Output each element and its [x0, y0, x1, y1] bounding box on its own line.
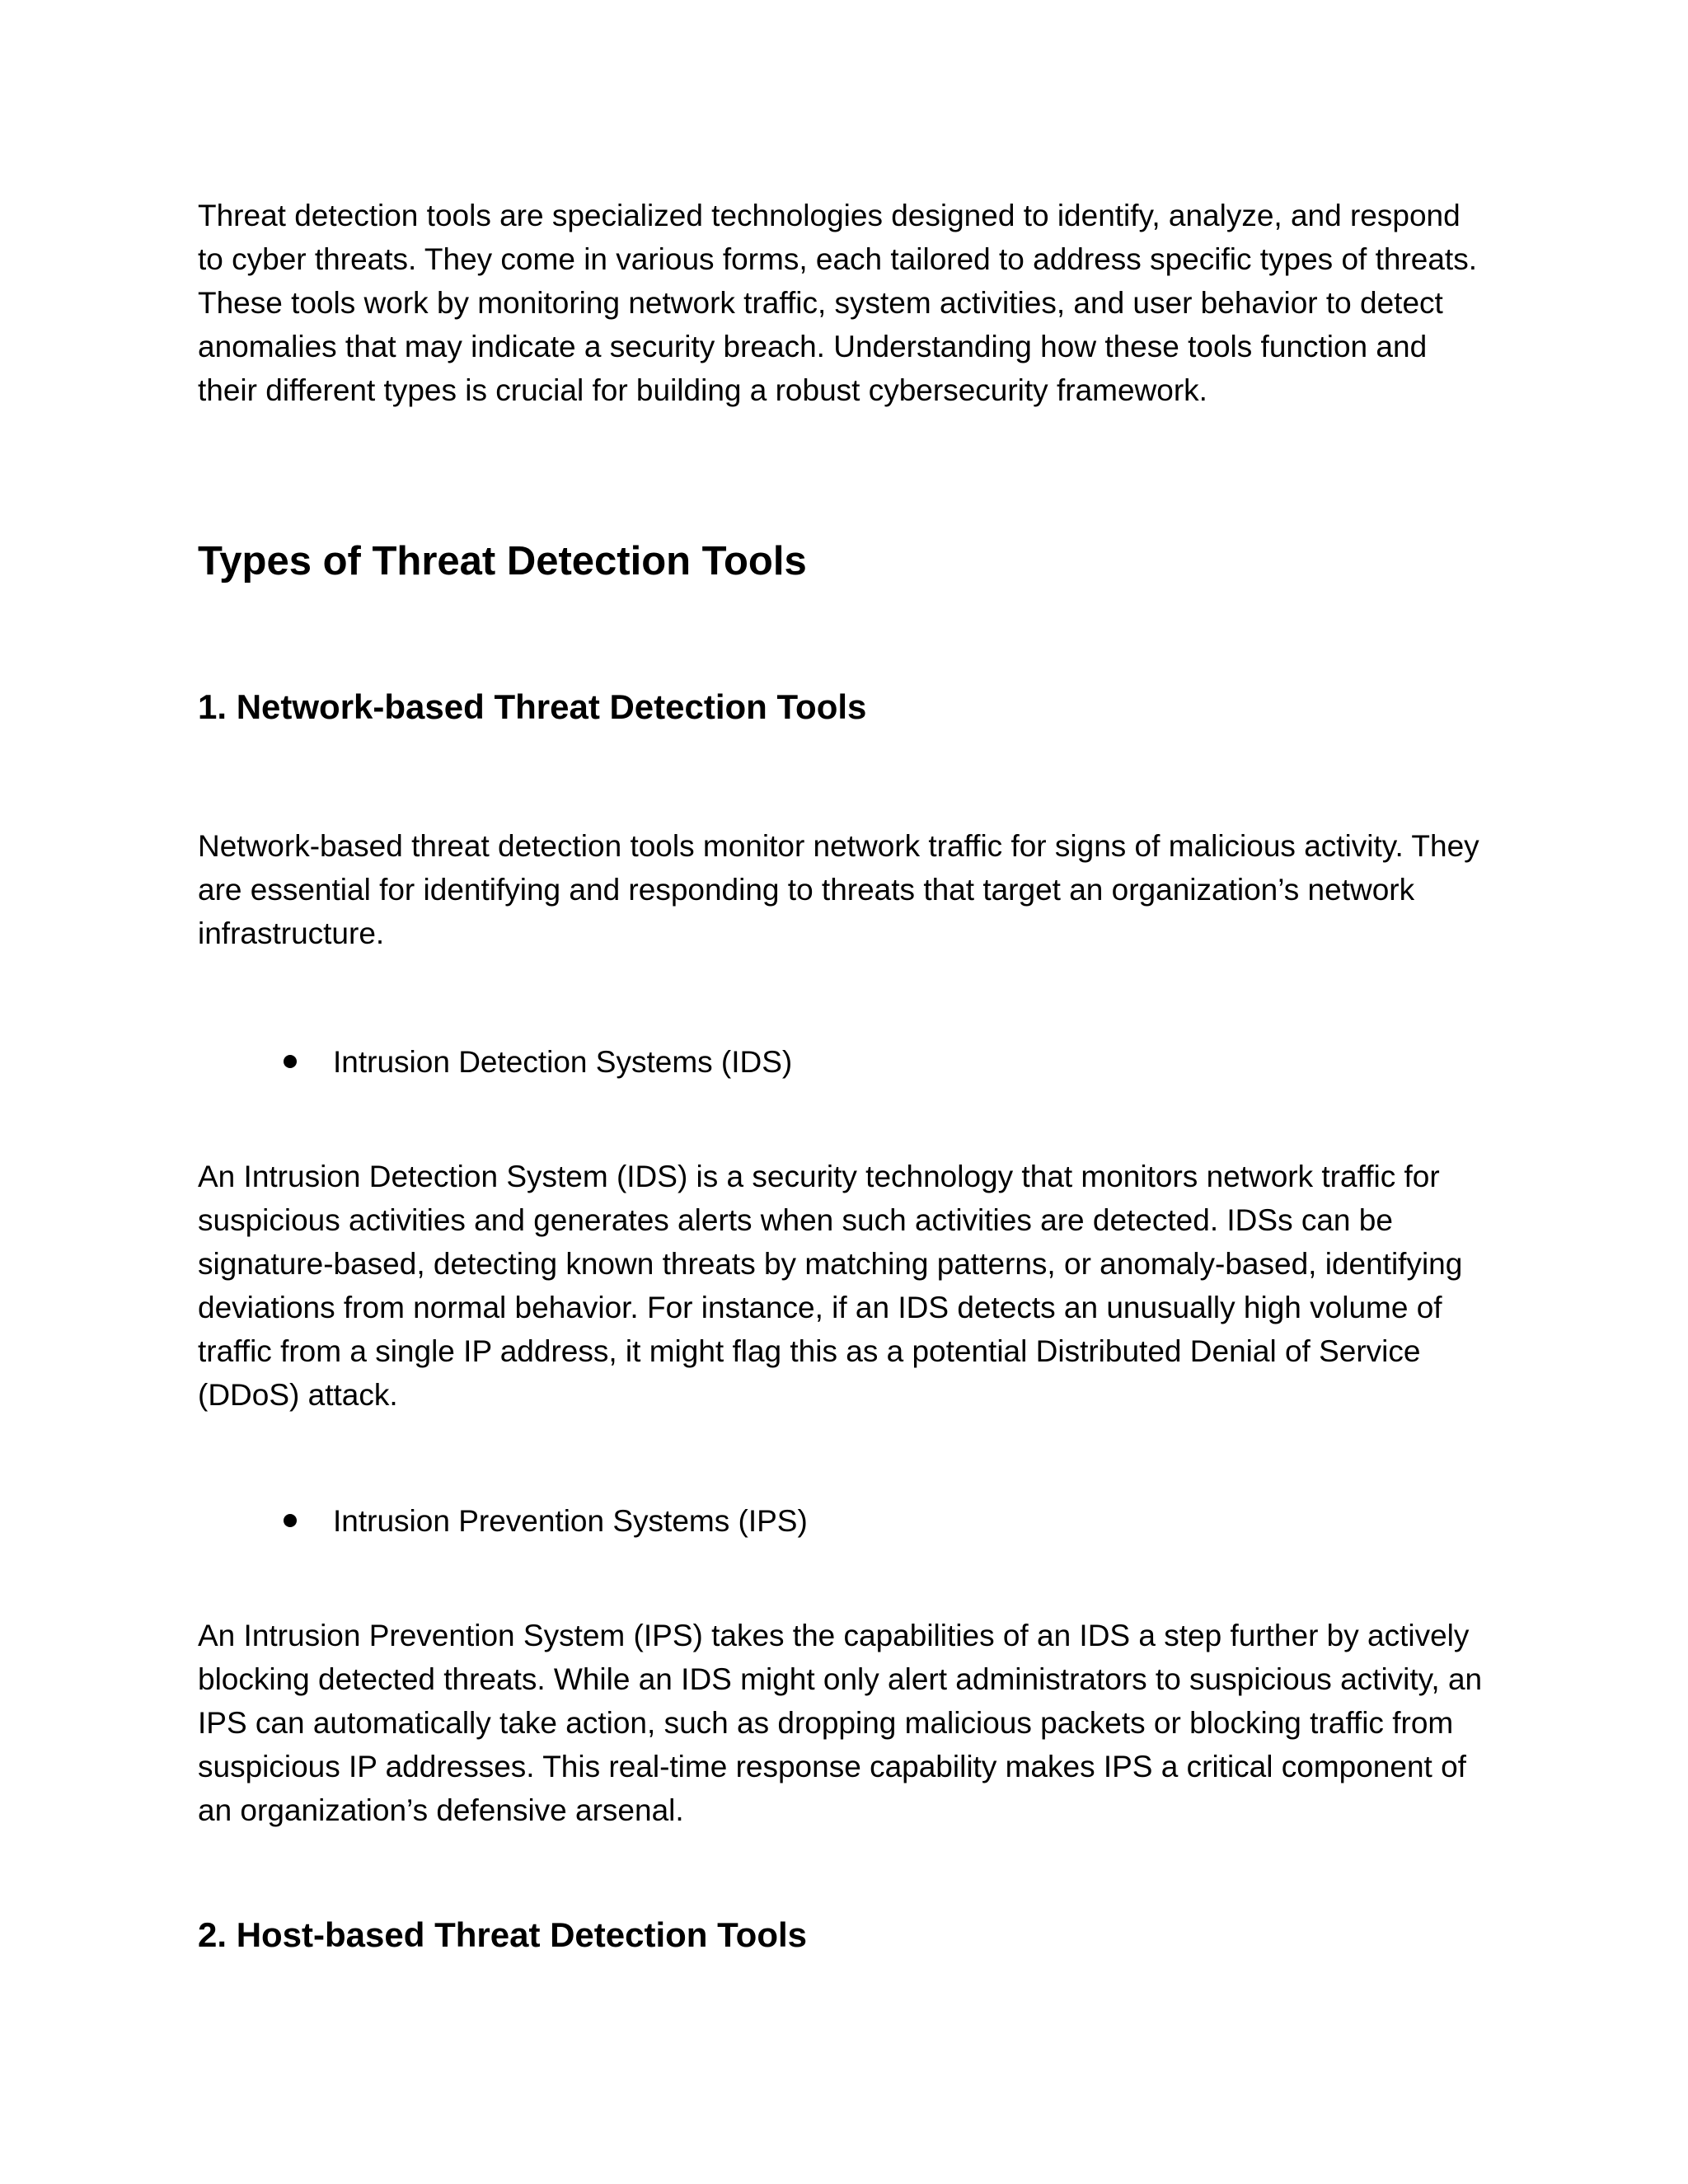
intro-paragraph: Threat detection tools are specialized technologies designed to identify, analyze, and respond to cyber threats. They come in various forms, each tailored to address specific types of threats. These tools work by monitoring network traffic, system activities, and user behavior to detect anomalies that may indicate a security breach. Understanding how these tools function and their different types is crucial for building a robust cybersecurity framework.	[198, 199, 1477, 407]
list-item-ids-label: Intrusion Detection Systems (IDS)	[333, 1045, 793, 1079]
ips-paragraph: An Intrusion Prevention System (IPS) takes the capabilities of an IDS a step further by actively blocking detected threats. While an IDS might only alert administrators to suspicious activity, an IPS can automatically take action, such as dropping malicious packets or blocking traffic from suspicious IP addresses. This real-time response capability makes IPS a critical component of an organization’s defensive arsenal.	[198, 1619, 1483, 1827]
subsection-heading-network: 1. Network-based Threat Detection Tools	[198, 687, 867, 726]
ids-paragraph: An Intrusion Detection System (IDS) is a security technology that monitors network traffic for suspicious activities and generates alerts when such activities are detected. IDSs can be signature-based, detecting known threats by matching patterns, or anomaly-based, identifying deviations from normal behavior. For instance, if an IDS detects an unusually high volume of traffic from a single IP address, it might flag this as a potential Distributed Denial of Service (DDoS) attack.	[198, 1160, 1463, 1412]
subsection-heading-host: 2. Host-based Threat Detection Tools	[198, 1915, 807, 1954]
network-paragraph: Network-based threat detection tools monitor network traffic for signs of malicious activity. They are essential for identifying and responding to threats that target an organization’s network infrastructure.	[198, 829, 1479, 950]
bullet-dot-icon	[284, 1055, 297, 1068]
section-heading: Types of Threat Detection Tools	[198, 539, 807, 583]
list-item-ips	[284, 1499, 808, 1543]
list-item-ids	[284, 1040, 792, 1084]
bullet-dot-icon	[284, 1514, 297, 1527]
list-item-ips-label: Intrusion Prevention Systems (IPS)	[333, 1504, 808, 1538]
